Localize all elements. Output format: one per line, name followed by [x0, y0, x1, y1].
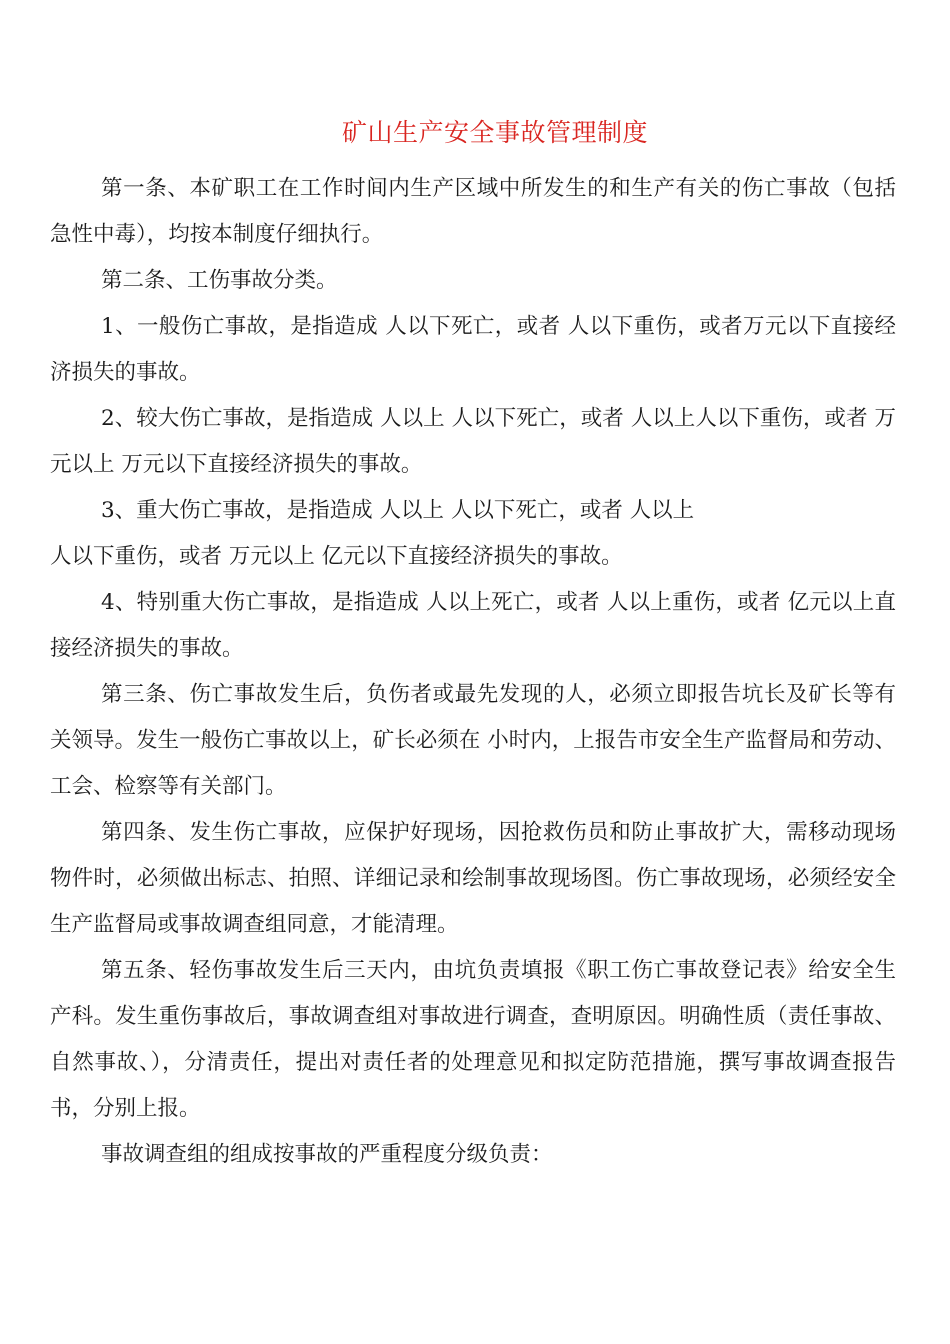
article-2-paragraph: 第二条、工伤事故分类。	[101, 268, 338, 293]
category-1-paragraph: 1、一般伤亡事故，是指造成 人以下死亡，或者 人以下重伤，或者万元以下直接经济损失的事故。	[50, 314, 896, 385]
category-2-paragraph: 2、较大伤亡事故，是指造成 人以上 人以下死亡，或者 人以上人以下重伤，或者 万元以上 万元以下直接经济损失的事故。	[50, 406, 896, 477]
article-1-paragraph: 第一条、本矿职工在工作时间内生产区域中所发生的和生产有关的伤亡事故（包括急性中毒），均按本制度仔细执行。	[50, 176, 896, 247]
investigation-group-paragraph: 事故调查组的组成按事故的严重程度分级负责：	[101, 1142, 553, 1167]
article-3-paragraph: 第三条、伤亡事故发生后，负伤者或最先发现的人，必须立即报告坑长及矿长等有关领导。发生一般伤亡事故以上，矿长必须在 小时内，上报告市安全生产监督局和劳动、工会、检察等有关部门。	[50, 682, 896, 799]
category-3-line-2: 人以下重伤，或者 万元以上 亿元以下直接经济损失的事故。	[50, 544, 623, 569]
category-3-line-1: 3、重大伤亡事故，是指造成 人以上 人以下死亡，或者 人以上	[101, 498, 695, 523]
document-body	[50, 166, 896, 1178]
document-title: 矿山生产安全事故管理制度	[341, 118, 648, 147]
article-5-paragraph: 第五条、轻伤事故发生后三天内，由坑负责填报《职工伤亡事故登记表》给安全生产科。发生重伤事故后，事故调查组对事故进行调查，查明原因。明确性质（责任事故、自然事故、），分清责任，提出对责任者的处理意见和拟定防范措施，撰写事故调查报告书，分别上报。	[50, 958, 896, 1121]
category-4-paragraph: 4、特别重大伤亡事故，是指造成 人以上死亡，或者 人以上重伤，或者 亿元以上直接经济损失的事故。	[50, 590, 896, 661]
article-4-paragraph: 第四条、发生伤亡事故，应保护好现场，因抢救伤员和防止事故扩大，需移动现场物件时，必须做出标志、拍照、详细记录和绘制事故现场图。伤亡事故现场，必须经安全生产监督局或事故调查组同意，才能清理。	[50, 820, 896, 937]
